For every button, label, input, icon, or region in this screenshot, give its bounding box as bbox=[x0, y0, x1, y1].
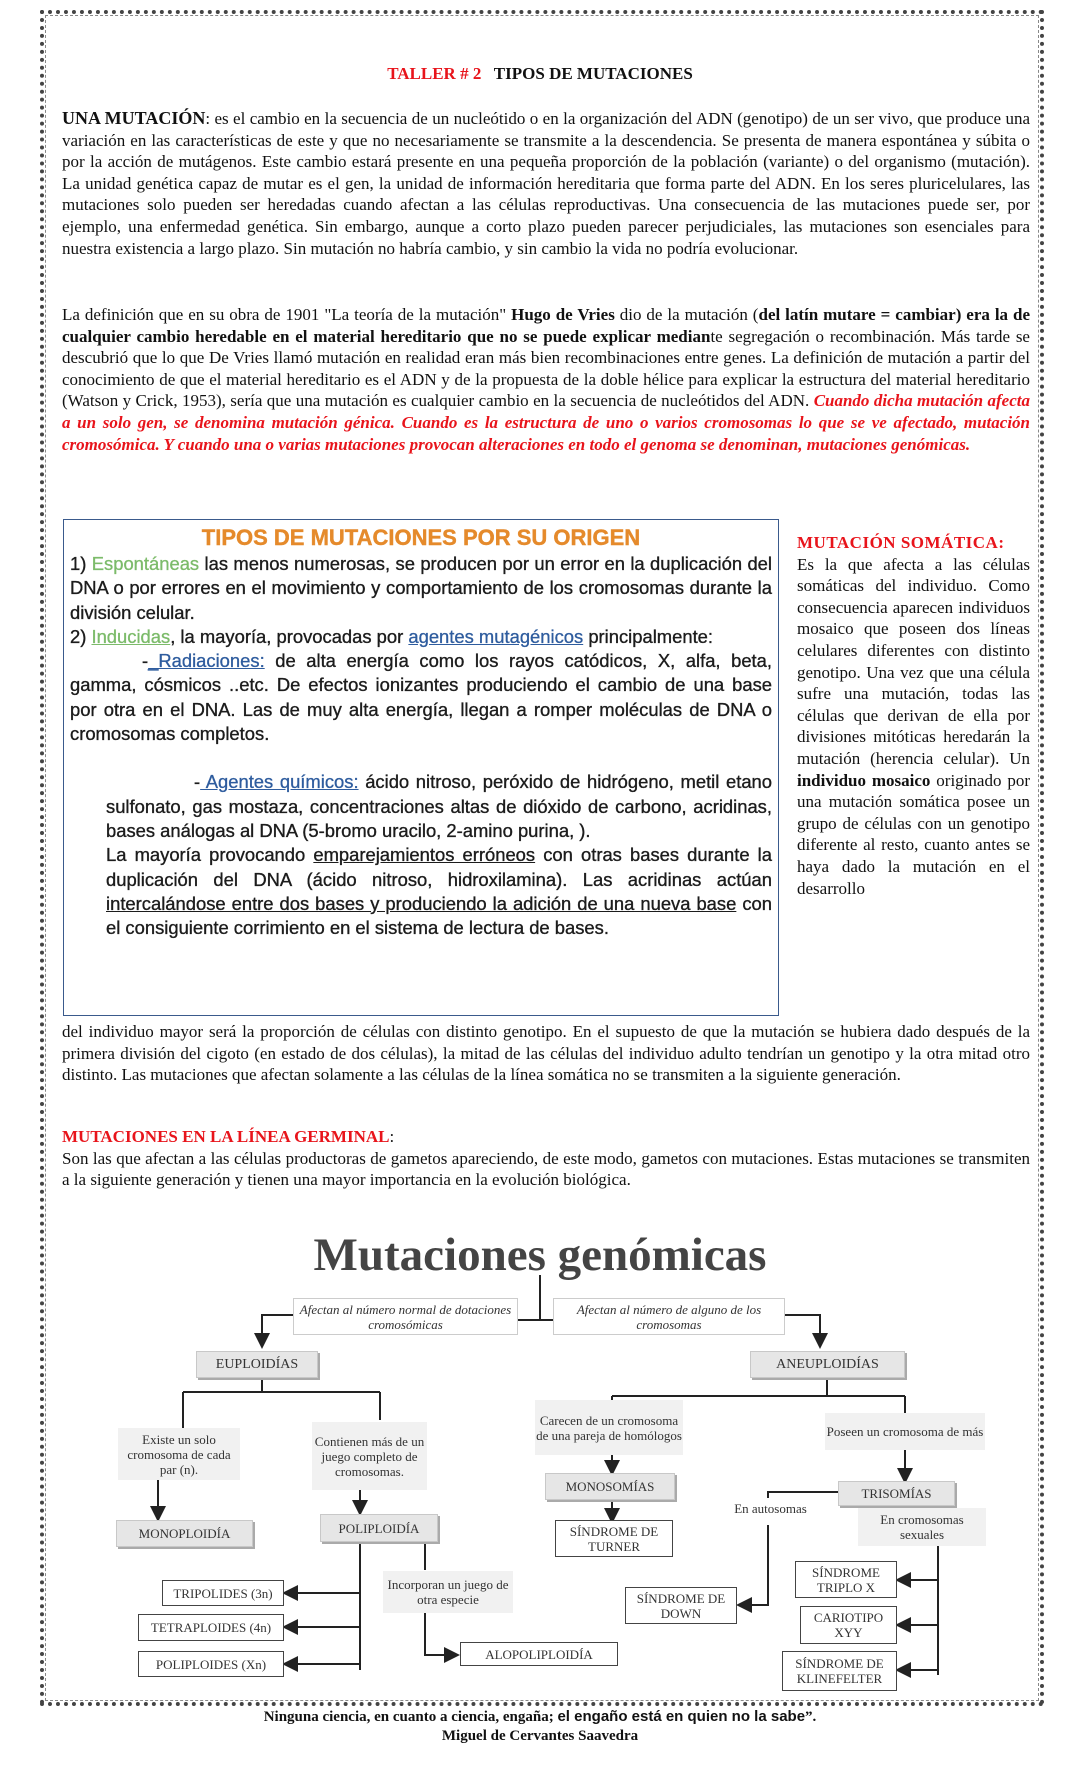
node-aneuploidias: ANEUPLOIDÍAS bbox=[750, 1351, 905, 1378]
body: : es el cambio en la secuencia de un nucleótido o en la organización del ADN (genotipo) de un ser vivo, que produce una variación en las características de este y que no necesariamente se transmite a la descendencia. Se presenta de manera espontánea y súbita o por la acción de mutágenos. Este cambio estará presente en una pequeña proporción de la población (variante) o del organismo (mutación). La unidad genética capaz de mutar es el gen, la unidad de información hereditaria que forma parte del ADN. En los seres pluricelulares, las mutaciones solo pueden ser heredadas cuando afectan a las células reproductivas. Una consecuencia de las mutaciones puede ser, por ejemplo, una enfermedad genética. Sin embargo, aunque a corto plazo pueden parecer perjudiciales, las mutaciones son esenciales para nuestra existencia a largo plazo. Sin mutación no habría cambio, y sin cambio la vida no podría evolucionar. bbox=[62, 109, 1030, 258]
node-alopoliploidia: ALOPOLIPLOIDÍA bbox=[460, 1642, 618, 1666]
text: ácido nitroso, peróxido de hidrógeno, metil etano sulfonato, gas mostaza, concentraciones altas de dióxido de carbono, acridinas, bases análogas al DNA (5-bromo uracilo, 2-amino purina, ). bbox=[106, 771, 773, 841]
node-poseen: Poseen un cromosoma de más bbox=[825, 1413, 985, 1450]
text: te segregación o recombinación. Más tarde se descubrió que lo que De Vries llamó mutación en realidad eran más bien recombinaciones entre genes. La definición de mutación a partir del conocimiento de que el material hereditario es el ADN y de la propuesta de la doble hélice para explicar la estructura del material hereditario (Watson y Crick, 1953), sería que una mutación es cualquier cambio en la secuencia de nucleótidos del ADN. bbox=[62, 326, 1030, 411]
node-incorporan: Incorporan un juego de otra especie bbox=[383, 1571, 513, 1613]
origin-types-box bbox=[63, 519, 779, 1016]
bold-term: individuo mosaico bbox=[797, 770, 931, 790]
mutagenic-agents-link[interactable]: agentes mutagénicos bbox=[408, 625, 584, 647]
dash: - bbox=[142, 650, 149, 672]
node-carecen: Carecen de un cromosoma de una pareja de homólogos bbox=[535, 1400, 683, 1455]
node-poliploidia: POLIPLOIDÍA bbox=[320, 1514, 438, 1542]
colon: : bbox=[389, 1127, 395, 1146]
author-name: Hugo de Vries bbox=[511, 305, 615, 324]
node-tetraploides: TETRAPLOIDES (4n) bbox=[138, 1614, 284, 1641]
node-triplo-x: SÍNDROME TRIPLO X bbox=[795, 1561, 897, 1598]
text: con el consiguiente corrimiento en el sistema de lectura de bases. bbox=[106, 892, 772, 939]
somatic-continuation: del individuo mayor será la proporción de células con distinto genotipo. En el supuesto de que la mutación se hubiera dado después de la primera división del cigoto (en estado de dos células), la mitad de las células del individuo adulto tendrían un genotipo y la otra mitad otro distinto. Las mutaciones que afectan solamente a las células de la línea somática no se transmiten a la siguiente generación. bbox=[62, 1022, 1030, 1085]
node-klinefelter: SÍNDROME DE KLINEFELTER bbox=[782, 1651, 897, 1691]
text: principalmente: bbox=[583, 625, 714, 647]
germinal-heading: MUTACIONES EN LA LÍNEA GERMINAL bbox=[62, 1127, 390, 1146]
diagram-title: Mutaciones genómicas bbox=[313, 1229, 767, 1281]
bold-text: del latín mutare = cambiar) era la de cualquier cambio heredable en el material hereditario que no se puede explicar median bbox=[62, 305, 1031, 346]
node-existe: Existe un solo cromosoma de cada par (n). bbox=[118, 1428, 240, 1480]
quote-part: el engaño está en quien no la sabe bbox=[557, 1708, 806, 1725]
de-vries-paragraph bbox=[62, 304, 1030, 455]
footer-quote bbox=[0, 1708, 1080, 1726]
spontaneous-item bbox=[70, 552, 772, 625]
node-monosomias: MONOSOMÍAS bbox=[545, 1473, 675, 1500]
induced-item bbox=[70, 625, 772, 649]
node-euploidias: EUPLOIDÍAS bbox=[196, 1351, 318, 1378]
somatic-heading: MUTACIÓN SOMÁTICA: bbox=[797, 533, 1005, 552]
node-monoploidia: MONOPLOIDÍA bbox=[116, 1520, 253, 1547]
workshop-number: TALLER # 2 bbox=[387, 64, 482, 83]
node-poliploides: POLIPLOIDES (Xn) bbox=[138, 1651, 284, 1677]
text: dio de la mutación ( bbox=[614, 305, 759, 324]
title-text: TIPOS DE MUTACIONES bbox=[493, 64, 693, 83]
text: emparejamientos erróneos bbox=[313, 844, 536, 866]
term: Espontáneas bbox=[91, 553, 200, 574]
node-down: SÍNDROME DE DOWN bbox=[625, 1587, 737, 1624]
mutation-definition-paragraph bbox=[62, 108, 1030, 259]
text: originado por una mutación somática posee un grupo de células con un genotipo diferente al resto, cuanto antes se haya dado la mutación en el desarrollo bbox=[797, 770, 1030, 898]
highlight-text: Cuando dicha mutación afecta a un solo gen, se denomina mutación génica. Cuando es la estructura de uno o varios cromosomas lo que se ve afectado, mutación cromosómica. Y cuando una o varias mutaciones provocan alteraciones en todo el genoma se denominan, mutaciones genómicas. bbox=[62, 391, 1030, 454]
node-contienen: Contienen más de un juego completo de cromosomas. bbox=[312, 1422, 427, 1490]
text: , la mayoría, provocadas por bbox=[170, 625, 409, 647]
germinal-text: Son las que afectan a las células productoras de gametos apareciendo, de este modo, gametos con mutaciones. Estas mutaciones se transmiten a la siguiente generación y tienen una mayor importancia en la evolución biológica. bbox=[62, 1148, 1030, 1190]
text: con otras bases durante la duplicación del DNA (ácido nitroso, hidroxilamina). Las acridinas actúan bbox=[106, 844, 772, 890]
quote-part: Ninguna ciencia, en cuanto a ciencia, engaña; bbox=[263, 1709, 558, 1725]
quote-part: ”. bbox=[805, 1709, 817, 1725]
somatic-mutation-column bbox=[797, 532, 1030, 899]
footer-author: Miguel de Cervantes Saavedra bbox=[441, 1728, 639, 1744]
chemical-detail bbox=[70, 843, 772, 940]
num: 2) bbox=[70, 625, 92, 647]
node-xyy: CARIOTIPO XYY bbox=[800, 1606, 897, 1644]
label-autosomas: En autosomas bbox=[718, 1498, 823, 1518]
term: Inducidas bbox=[91, 625, 171, 647]
num: 1) bbox=[70, 553, 92, 574]
term: Agentes químicos: bbox=[200, 771, 359, 793]
node-turner: SÍNDROME DE TURNER bbox=[555, 1520, 673, 1557]
node-left-description: Afectan al número normal de dotaciones cromosómicas bbox=[293, 1298, 518, 1335]
text: La mayoría provocando bbox=[106, 844, 314, 866]
term: _Radiaciones: bbox=[148, 650, 265, 672]
node-trisomias: TRISOMÍAS bbox=[838, 1481, 955, 1506]
text: intercalándose entre dos bases y produciendo la adición de una nueva base bbox=[106, 892, 737, 914]
page-title bbox=[0, 64, 1080, 84]
text: las menos numerosas, se producen por un error en la duplicación del DNA o por errores en el movimiento y comportamiento de los cromosomas durante la división celular. bbox=[70, 553, 772, 623]
radiation-item bbox=[70, 649, 772, 746]
node-right-description: Afectan al número de alguno de los cromosomas bbox=[553, 1298, 785, 1335]
dash: - bbox=[194, 771, 201, 793]
box-heading: TIPOS DE MUTACIONES POR SU ORIGEN bbox=[201, 525, 641, 550]
node-tripolides: TRIPOLIDES (3n) bbox=[162, 1580, 284, 1606]
term: UNA MUTACIÓN bbox=[62, 108, 206, 128]
germinal-section bbox=[62, 1126, 1030, 1191]
text: La definición que en su obra de 1901 "La teoría de la mutación" bbox=[62, 305, 512, 324]
label-sexuales: En cromosomas sexuales bbox=[858, 1508, 986, 1546]
text: Es la que afecta a las células somáticas del individuo. Como consecuencia aparecen individuos mosaico que poseen dos líneas celulares diferentes con distinto genotipo. Una vez que una célula sufre una mutación, todas las células que derivan de ella por divisiones mitóticas heredarán la mutación (herencia celular). Un bbox=[797, 554, 1030, 768]
text: de alta energía como los rayos catódicos, X, alfa, beta, gamma, cósmicos ..etc. De efectos ionizantes produciendo el cambio de una base por otra en el DNA. Las de muy alta energía, llegan a romper moléculas de DNA o cromosomas completos. bbox=[70, 650, 772, 745]
chemical-item bbox=[70, 770, 772, 843]
